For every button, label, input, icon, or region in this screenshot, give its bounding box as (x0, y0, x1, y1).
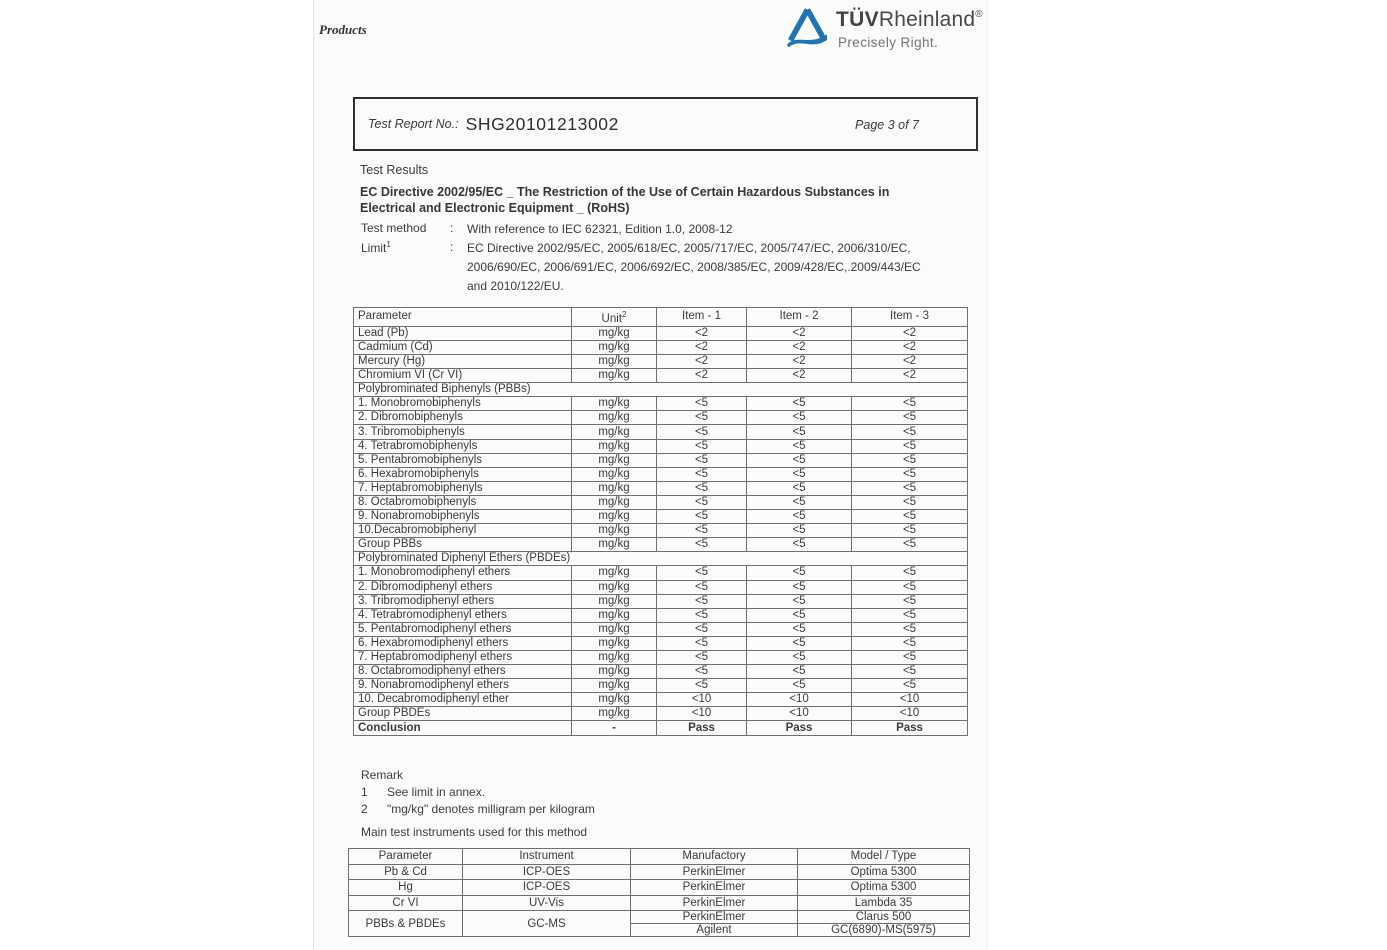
instruments-table (348, 848, 970, 937)
item-1-value: <5 (657, 608, 747, 622)
item-3-value: <5 (852, 608, 968, 622)
parameter-cell: Pb & Cd (349, 864, 463, 880)
item-1-value: <5 (657, 411, 747, 425)
remark-2-number: 2 (361, 802, 368, 816)
directive-heading (360, 184, 925, 216)
unit-cell: mg/kg (572, 580, 657, 594)
model-cell: Clarus 500 (798, 911, 970, 924)
item-2-value: <5 (747, 650, 852, 664)
report-number-box (353, 97, 978, 151)
item-3-value: <5 (852, 594, 968, 608)
item-1-value: <2 (657, 355, 747, 369)
results-data-row (354, 495, 968, 509)
results-data-row (354, 707, 968, 721)
item-2-value: <10 (747, 693, 852, 707)
item-3-value: <2 (852, 340, 968, 354)
parameter-cell: Conclusion (354, 721, 572, 735)
results-data-row (354, 340, 968, 354)
item-3-value: <5 (852, 665, 968, 679)
parameter-cell: 7. Heptabromodiphenyl ethers (354, 650, 572, 664)
item-3-value: <5 (852, 566, 968, 580)
item-1-value: <5 (657, 594, 747, 608)
parameter-cell: 10.Decabromobiphenyl (354, 524, 572, 538)
instruments-header-parameter: Parameter (349, 849, 463, 865)
remark-item-1 (361, 785, 485, 799)
results-data-row (354, 467, 968, 481)
item-1-value: <5 (657, 665, 747, 679)
item-3-value: <5 (852, 622, 968, 636)
item-1-value: <5 (657, 467, 747, 481)
limit-superscript: 1 (386, 240, 391, 249)
item-1-value: <5 (657, 439, 747, 453)
item-2-value: <5 (747, 495, 852, 509)
item-2-value: <5 (747, 425, 852, 439)
results-data-row (354, 411, 968, 425)
item-2-value: <5 (747, 397, 852, 411)
instrument-cell: GC-MS (463, 911, 631, 937)
item-3-value: <5 (852, 425, 968, 439)
item-2-value: <2 (747, 326, 852, 340)
item-3-value: <5 (852, 467, 968, 481)
tuv-rheinland-logo (782, 4, 987, 56)
scanned-report-page (313, 0, 988, 950)
item-1-value: Pass (657, 721, 747, 735)
results-header-row (354, 308, 968, 327)
limit-line-3: and 2010/122/EU. (467, 279, 564, 293)
item-3-value: <5 (852, 580, 968, 594)
item-2-value: <5 (747, 510, 852, 524)
results-data-row (354, 397, 968, 411)
unit-cell: mg/kg (572, 707, 657, 721)
item-2-value: <5 (747, 481, 852, 495)
item-1-value: <5 (657, 425, 747, 439)
instruments-header-manufactory: Manufactory (631, 849, 798, 865)
parameter-cell: 9. Nonabromobiphenyls (354, 510, 572, 524)
unit-cell: mg/kg (572, 467, 657, 481)
parameter-cell: 8. Octabromodiphenyl ethers (354, 665, 572, 679)
parameter-cell: 4. Tetrabromobiphenyls (354, 439, 572, 453)
item-3-value: <5 (852, 538, 968, 552)
parameter-cell: 3. Tribromobiphenyls (354, 425, 572, 439)
instrument-cell: UV-Vis (463, 895, 631, 911)
parameter-cell: Group PBDEs (354, 707, 572, 721)
parameter-cell: Mercury (Hg) (354, 355, 572, 369)
results-conclusion-row (354, 721, 968, 735)
results-section-row (354, 383, 968, 397)
item-3-value: <5 (852, 411, 968, 425)
results-header-item-2: Item - 2 (747, 308, 852, 327)
results-data-row (354, 608, 968, 622)
item-2-value: <5 (747, 524, 852, 538)
model-cell: Optima 5300 (798, 880, 970, 896)
parameter-cell: 7. Heptabromobiphenyls (354, 481, 572, 495)
unit-cell: mg/kg (572, 665, 657, 679)
limit-colon: : (450, 240, 454, 254)
report-no-label: Test Report No.: (368, 117, 459, 131)
manufactory-cell: PerkinElmer (631, 864, 798, 880)
item-2-value: <5 (747, 453, 852, 467)
item-2-value: <5 (747, 665, 852, 679)
parameter-cell: Group PBBs (354, 538, 572, 552)
parameter-cell: Lead (Pb) (354, 326, 572, 340)
item-1-value: <5 (657, 622, 747, 636)
directive-heading-line2: Electrical and Electronic Equipment _ (RoHS) (360, 201, 630, 215)
report-number: SHG20101213002 (465, 113, 619, 134)
limit-line-1: EC Directive 2002/95/EC, 2005/618/EC, 2005/717/EC, 2005/747/EC, 2006/310/EC, (467, 241, 911, 255)
results-header-item-1: Item - 1 (657, 308, 747, 327)
results-data-row (354, 481, 968, 495)
item-1-value: <10 (657, 693, 747, 707)
unit-superscript: 2 (622, 310, 627, 319)
parameter-cell: 8. Octabromobiphenyls (354, 495, 572, 509)
item-3-value: <5 (852, 397, 968, 411)
unit-cell: mg/kg (572, 608, 657, 622)
item-2-value: <5 (747, 608, 852, 622)
results-data-row (354, 425, 968, 439)
parameter-cell: 10. Decabromodiphenyl ether (354, 693, 572, 707)
item-3-value: <10 (852, 693, 968, 707)
brand-rheinland: Rheinland (878, 8, 976, 31)
item-1-value: <5 (657, 397, 747, 411)
logo-tagline: Precisely Right. (838, 35, 939, 50)
item-2-value: <5 (747, 411, 852, 425)
remark-1-number: 1 (361, 785, 368, 799)
results-data-row (354, 636, 968, 650)
item-1-value: <10 (657, 707, 747, 721)
instruments-data-row (349, 864, 970, 880)
instruments-caption: Main test instruments used for this method (361, 825, 588, 839)
remark-item-2 (361, 802, 595, 816)
instruments-header-row (349, 849, 970, 865)
section-label: Polybrominated Diphenyl Ethers (PBDEs) (354, 552, 968, 566)
parameter-cell: 1. Monobromobiphenyls (354, 397, 572, 411)
item-2-value: <5 (747, 636, 852, 650)
item-3-value: <5 (852, 679, 968, 693)
results-data-row (354, 369, 968, 383)
instrument-cell: ICP-OES (463, 864, 631, 880)
unit-cell: mg/kg (572, 425, 657, 439)
results-data-row (354, 326, 968, 340)
unit-cell: mg/kg (572, 355, 657, 369)
item-2-value: <5 (747, 538, 852, 552)
test-method-colon: : (450, 221, 454, 235)
parameter-cell: 5. Pentabromodiphenyl ethers (354, 622, 572, 636)
logo-wordmark (836, 8, 983, 32)
item-1-value: <5 (657, 481, 747, 495)
unit-cell: mg/kg (572, 481, 657, 495)
section-label: Polybrominated Biphenyls (PBBs) (354, 383, 968, 397)
item-1-value: <5 (657, 495, 747, 509)
model-cell: Lambda 35 (798, 895, 970, 911)
item-3-value: <5 (852, 453, 968, 467)
results-header-parameter: Parameter (354, 308, 572, 327)
item-1-value: <2 (657, 326, 747, 340)
manufactory-cell: PerkinElmer (631, 895, 798, 911)
instruments-header-instrument: Instrument (463, 849, 631, 865)
results-data-row (354, 580, 968, 594)
unit-cell: mg/kg (572, 369, 657, 383)
test-method-value: With reference to IEC 62321, Edition 1.0, 2008-12 (467, 222, 733, 236)
item-2-value: <5 (747, 580, 852, 594)
manufactory-cell: PerkinElmer (631, 880, 798, 896)
parameter-cell: Chromium VI (Cr VI) (354, 369, 572, 383)
instruments-data-row (349, 895, 970, 911)
item-3-value: <2 (852, 355, 968, 369)
item-2-value: <5 (747, 594, 852, 608)
test-method-label: Test method (361, 221, 427, 235)
manufactory-cell: PerkinElmer (631, 911, 798, 924)
unit-cell: mg/kg (572, 594, 657, 608)
parameter-cell: 1. Monobromodiphenyl ethers (354, 566, 572, 580)
item-2-value: <2 (747, 369, 852, 383)
parameter-cell: 2. Dibromodiphenyl ethers (354, 580, 572, 594)
item-1-value: <2 (657, 369, 747, 383)
unit-cell: mg/kg (572, 693, 657, 707)
item-3-value: <5 (852, 510, 968, 524)
item-3-value: Pass (852, 721, 968, 735)
item-1-value: <5 (657, 580, 747, 594)
instrument-cell: ICP-OES (463, 880, 631, 896)
parameter-cell: 2. Dibromobiphenyls (354, 411, 572, 425)
item-3-value: <2 (852, 369, 968, 383)
parameter-cell: Cadmium (Cd) (354, 340, 572, 354)
unit-cell: mg/kg (572, 453, 657, 467)
item-1-value: <5 (657, 566, 747, 580)
item-1-value: <5 (657, 650, 747, 664)
parameter-cell: Hg (349, 880, 463, 896)
unit-cell: mg/kg (572, 566, 657, 580)
item-1-value: <5 (657, 453, 747, 467)
unit-cell: mg/kg (572, 622, 657, 636)
model-cell: Optima 5300 (798, 864, 970, 880)
directive-heading-line1: EC Directive 2002/95/EC _ The Restriction of the Use of Certain Hazardous Substances in (360, 185, 890, 199)
results-data-row (354, 594, 968, 608)
unit-cell: mg/kg (572, 510, 657, 524)
results-section-row (354, 552, 968, 566)
remark-title: Remark (361, 768, 404, 782)
item-3-value: <2 (852, 326, 968, 340)
parameter-cell: 5. Pentabromobiphenyls (354, 453, 572, 467)
tuv-triangle-icon (785, 7, 829, 47)
instruments-data-row (349, 880, 970, 896)
item-3-value: <10 (852, 707, 968, 721)
limit-line-2: 2006/690/EC, 2006/691/EC, 2006/692/EC, 2008/385/EC, 2009/428/EC,.2009/443/EC (467, 260, 921, 274)
parameter-cell: 6. Hexabromobiphenyls (354, 467, 572, 481)
results-data-row (354, 453, 968, 467)
item-2-value: <2 (747, 355, 852, 369)
limit-lines (467, 239, 921, 296)
results-data-row (354, 566, 968, 580)
section-title: Test Results (360, 163, 429, 177)
item-3-value: <5 (852, 495, 968, 509)
results-data-row (354, 355, 968, 369)
item-2-value: <2 (747, 340, 852, 354)
results-data-row (354, 679, 968, 693)
unit-cell: mg/kg (572, 439, 657, 453)
unit-cell: mg/kg (572, 636, 657, 650)
item-1-value: <2 (657, 340, 747, 354)
instruments-grouped-row (349, 911, 970, 924)
model-cell: GC(6890)-MS(5975) (798, 924, 970, 937)
unit-cell: mg/kg (572, 397, 657, 411)
page-indicator: Page 3 of 7 (855, 118, 919, 132)
item-3-value: <5 (852, 650, 968, 664)
results-header-unit: Unit$^2$ (572, 308, 657, 327)
item-1-value: <5 (657, 679, 747, 693)
results-data-row (354, 665, 968, 679)
item-3-value: <5 (852, 524, 968, 538)
results-table (353, 307, 968, 736)
results-data-row (354, 524, 968, 538)
parameter-cell: 3. Tribromodiphenyl ethers (354, 594, 572, 608)
unit-cell: mg/kg (572, 538, 657, 552)
results-data-row (354, 439, 968, 453)
manufactory-cell: Agilent (631, 924, 798, 937)
unit-cell: - (572, 721, 657, 735)
item-2-value: <5 (747, 467, 852, 481)
unit-cell: mg/kg (572, 326, 657, 340)
remark-1-text: See limit in annex. (387, 785, 486, 799)
parameter-cell: PBBs & PBDEs (349, 911, 463, 937)
parameter-cell: 4. Tetrabromodiphenyl ethers (354, 608, 572, 622)
results-data-row (354, 538, 968, 552)
item-2-value: <5 (747, 622, 852, 636)
limit-label: Limit$^1$ (361, 240, 391, 255)
results-header-item-3: Item - 3 (852, 308, 968, 327)
unit-cell: mg/kg (572, 524, 657, 538)
brand-tuv: TÜV (836, 8, 879, 31)
results-data-row (354, 650, 968, 664)
item-2-value: <5 (747, 439, 852, 453)
item-1-value: <5 (657, 524, 747, 538)
remark-2-text: "mg/kg" denotes milligram per kilogram (387, 802, 595, 816)
products-label: Products (319, 22, 367, 37)
unit-cell: mg/kg (572, 411, 657, 425)
unit-cell: mg/kg (572, 495, 657, 509)
item-1-value: <5 (657, 510, 747, 524)
item-1-value: <5 (657, 538, 747, 552)
unit-cell: mg/kg (572, 679, 657, 693)
unit-cell: mg/kg (572, 650, 657, 664)
parameter-cell: 9. Nonabromodiphenyl ethers (354, 679, 572, 693)
item-3-value: <5 (852, 481, 968, 495)
parameter-cell: Cr VI (349, 895, 463, 911)
registered-mark: ® (975, 9, 983, 20)
instruments-header-model-type: Model / Type (798, 849, 970, 865)
item-2-value: <10 (747, 707, 852, 721)
item-1-value: <5 (657, 636, 747, 650)
unit-cell: mg/kg (572, 340, 657, 354)
results-data-row (354, 693, 968, 707)
item-2-value: <5 (747, 566, 852, 580)
results-data-row (354, 510, 968, 524)
item-3-value: <5 (852, 439, 968, 453)
item-2-value: <5 (747, 679, 852, 693)
results-data-row (354, 622, 968, 636)
item-2-value: Pass (747, 721, 852, 735)
item-3-value: <5 (852, 636, 968, 650)
parameter-cell: 6. Hexabromodiphenyl ethers (354, 636, 572, 650)
